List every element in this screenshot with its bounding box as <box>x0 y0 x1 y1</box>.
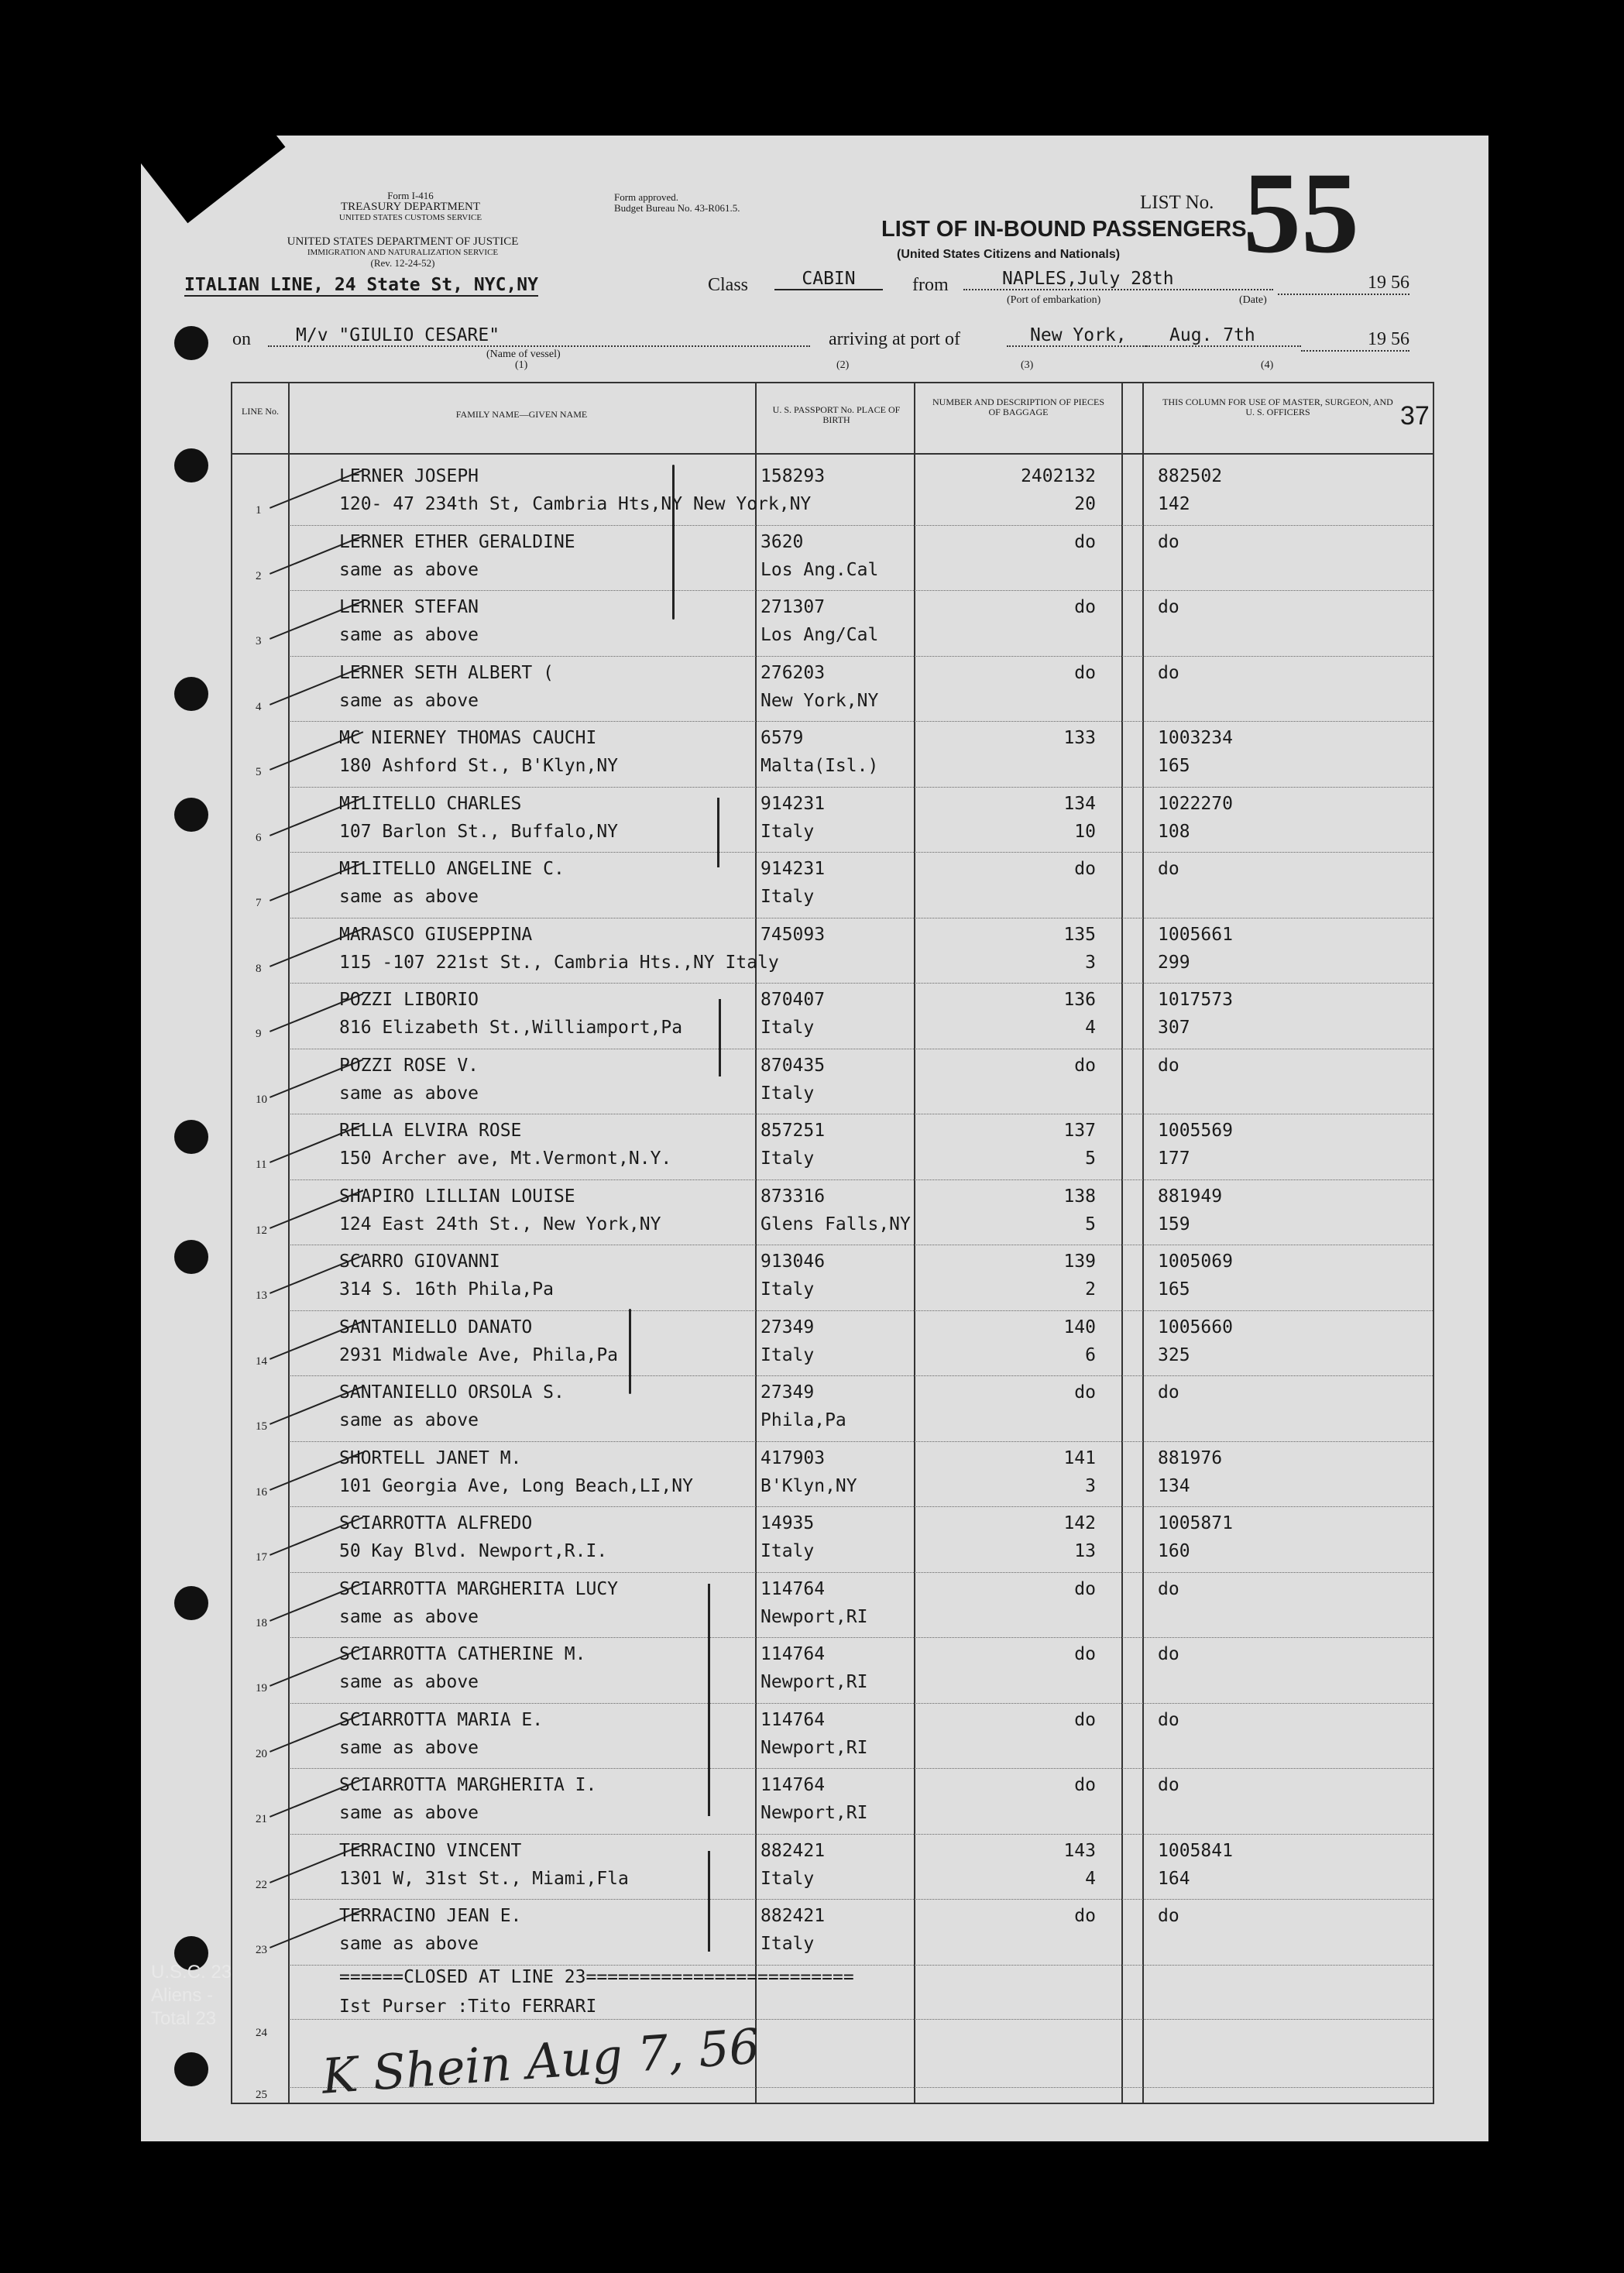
table-row <box>232 1115 1433 1181</box>
passenger-address: same as above <box>339 1606 479 1627</box>
place-of-birth: Italy <box>760 1279 815 1300</box>
embarkation-value: NAPLES,July 28th <box>963 269 1273 290</box>
line-number-25: 25 <box>256 2089 267 2101</box>
baggage-number: do <box>1074 1382 1096 1403</box>
baggage-number: 133 <box>1063 728 1096 748</box>
place-of-birth: Italy <box>760 821 815 842</box>
aliens-count: Aliens - <box>151 1985 214 2006</box>
line-number: 9 <box>256 1028 262 1040</box>
punch-hole <box>174 1240 208 1274</box>
table-row <box>232 658 1433 723</box>
passenger-table <box>231 382 1434 2104</box>
row-rule <box>290 525 1433 526</box>
officer-number: 1005660 <box>1158 1317 1233 1337</box>
passport-number: 745093 <box>760 924 826 945</box>
col-header-line: LINE No. <box>242 406 279 417</box>
pen-bracket <box>708 1584 710 1816</box>
baggage-pieces: 20 <box>1074 494 1096 514</box>
row-rule <box>290 787 1433 788</box>
officer-number: 1005871 <box>1158 1513 1233 1533</box>
table-row <box>232 984 1433 1050</box>
embarkation-caption: (Port of embarkation) <box>1007 294 1101 306</box>
line-number: 15 <box>256 1420 267 1433</box>
col-header-officers: THIS COLUMN FOR USE OF MASTER, SURGEON, AND U. S. OFFICERS <box>1162 397 1393 417</box>
line-number: 3 <box>256 635 262 647</box>
baggage-number: 135 <box>1063 924 1096 945</box>
line-number: 13 <box>256 1289 267 1302</box>
row-rule <box>290 1637 1433 1638</box>
officer-number: do <box>1158 1382 1179 1403</box>
passport-number: 914231 <box>760 793 826 814</box>
passenger-address: same as above <box>339 559 479 580</box>
passenger-name: SHORTELL JANET M. <box>339 1447 522 1468</box>
line-number: 18 <box>256 1616 267 1629</box>
baggage-number: do <box>1074 1055 1096 1076</box>
place-of-birth: Italy <box>760 1149 815 1169</box>
baggage-number: do <box>1074 1775 1096 1795</box>
baggage-pieces: 4 <box>1085 1868 1096 1889</box>
row-rule <box>290 1834 1433 1835</box>
page-title: LIST OF IN-BOUND PASSENGERS <box>881 217 1247 242</box>
place-of-birth: Italy <box>760 1868 815 1889</box>
page-number: 37 <box>1400 401 1430 431</box>
col-header-name: FAMILY NAME—GIVEN NAME <box>455 409 588 420</box>
punch-hole <box>174 326 208 360</box>
punch-hole <box>174 798 208 832</box>
margin-notes <box>151 1961 232 2031</box>
officer-number: 1022270 <box>1158 793 1233 814</box>
place-of-birth: Los Ang/Cal <box>760 625 879 645</box>
officer-code: 307 <box>1158 1018 1190 1038</box>
col-header-passport: U. S. PASSPORT No. PLACE OF BIRTH <box>772 404 901 425</box>
table-row <box>232 1508 1433 1574</box>
baggage-pieces: 6 <box>1085 1344 1096 1365</box>
officer-number: do <box>1158 1644 1179 1664</box>
passport-number: 3620 <box>760 531 804 552</box>
line-number: 16 <box>256 1485 267 1499</box>
passenger-name: SCIARROTTA MARGHERITA I. <box>339 1775 597 1795</box>
officer-number: do <box>1158 1906 1179 1926</box>
passenger-name: POZZI ROSE V. <box>339 1055 479 1076</box>
passenger-address: 314 S. 16th Phila,Pa <box>339 1279 554 1300</box>
year-2: 19 56 <box>1301 329 1409 352</box>
passenger-name: SCIARROTTA CATHERINE M. <box>339 1644 586 1664</box>
baggage-number: 138 <box>1063 1186 1096 1207</box>
row-rule <box>290 590 1433 591</box>
passport-number: 27349 <box>760 1382 815 1403</box>
passenger-address: same as above <box>339 1672 479 1692</box>
passport-number: 158293 <box>760 466 826 486</box>
passenger-name: SCIARROTTA MARIA E. <box>339 1709 544 1730</box>
place-of-birth: Glens Falls,NY <box>760 1214 911 1234</box>
baggage-number: 137 <box>1063 1121 1096 1141</box>
officer-number: 881949 <box>1158 1186 1223 1207</box>
table-row <box>232 723 1433 788</box>
from-label: from <box>912 275 949 295</box>
passport-number: 870407 <box>760 990 826 1010</box>
baggage-pieces: 10 <box>1074 821 1096 842</box>
table-row <box>232 1377 1433 1443</box>
baggage-number: do <box>1074 1709 1096 1730</box>
passenger-name: MARASCO GIUSEPPINA <box>339 924 533 945</box>
passenger-address: same as above <box>339 887 479 907</box>
officer-number: 1017573 <box>1158 990 1233 1010</box>
place-of-birth: Newport,RI <box>760 1737 868 1758</box>
baggage-number: do <box>1074 662 1096 683</box>
page-subtitle: (United States Citizens and Nationals) <box>897 248 1121 261</box>
table-row <box>232 1639 1433 1705</box>
row-rule <box>290 721 1433 722</box>
list-no-label: LIST No. <box>1140 192 1214 213</box>
baggage-number: 143 <box>1063 1840 1096 1861</box>
usc-count: U.S.C. 23 <box>151 1962 232 1983</box>
line-number: 10 <box>256 1093 267 1106</box>
arrival-port: New York, <box>1007 325 1146 347</box>
passenger-address: same as above <box>339 1410 479 1430</box>
passenger-address: 180 Ashford St., B'Klyn,NY <box>339 756 619 776</box>
passport-number: 114764 <box>760 1578 826 1599</box>
officer-code: 325 <box>1158 1344 1190 1365</box>
officer-number: do <box>1158 597 1179 617</box>
table-row <box>232 527 1433 592</box>
line-number: 22 <box>256 1878 267 1891</box>
passenger-name: SCARRO GIOVANNI <box>339 1252 500 1272</box>
passenger-address: same as above <box>339 1803 479 1823</box>
place-of-birth: Newport,RI <box>760 1606 868 1627</box>
officer-number: do <box>1158 1775 1179 1795</box>
pen-bracket <box>719 999 721 1076</box>
punch-hole <box>174 677 208 711</box>
line-number: 7 <box>256 897 262 909</box>
passport-number: 914231 <box>760 859 826 879</box>
justice-dept: UNITED STATES DEPARTMENT OF JUSTICE <box>287 235 519 248</box>
list-number: 55 <box>1243 149 1359 277</box>
passenger-name: MILITELLO CHARLES <box>339 793 522 814</box>
table-row <box>232 1900 1433 1966</box>
baggage-number: do <box>1074 531 1096 552</box>
purser-line: Ist Purser :Tito FERRARI <box>339 1997 597 2017</box>
pen-bracket <box>717 798 719 867</box>
table-row <box>232 1574 1433 1640</box>
passenger-name: SHAPIRO LILLIAN LOUISE <box>339 1186 575 1207</box>
caption-2: (2) <box>836 359 850 371</box>
pen-bracket <box>708 1851 710 1952</box>
officer-number: 1005841 <box>1158 1840 1233 1861</box>
baggage-number: 134 <box>1063 793 1096 814</box>
baggage-number: do <box>1074 597 1096 617</box>
baggage-pieces: 5 <box>1085 1214 1096 1234</box>
place-of-birth: Italy <box>760 1934 815 1954</box>
passenger-address: 816 Elizabeth St.,Williamport,Pa <box>339 1018 683 1038</box>
passenger-name: LERNER SETH ALBERT ( <box>339 662 554 683</box>
officer-code: 108 <box>1158 821 1190 842</box>
baggage-pieces: 4 <box>1085 1018 1096 1038</box>
passport-number: 14935 <box>760 1513 815 1533</box>
baggage-pieces: 3 <box>1085 952 1096 973</box>
row-rule <box>290 2019 1433 2020</box>
baggage-number: do <box>1074 1578 1096 1599</box>
closed-at-line: ======CLOSED AT LINE 23========================= <box>339 1967 854 1987</box>
line-number: 14 <box>256 1355 267 1368</box>
line-number: 19 <box>256 1682 267 1694</box>
officer-code: 177 <box>1158 1149 1190 1169</box>
baggage-number: 142 <box>1063 1513 1096 1533</box>
officer-number: 882502 <box>1158 466 1223 486</box>
date-caption: (Date) <box>1239 294 1267 306</box>
row-rule <box>290 1441 1433 1442</box>
passenger-address: 1301 W, 31st St., Miami,Fla <box>339 1868 629 1889</box>
table-row <box>232 1246 1433 1312</box>
place-of-birth: Italy <box>760 1018 815 1038</box>
passport-number: 417903 <box>760 1447 826 1468</box>
punch-hole <box>174 2052 208 2086</box>
officer-number: 1005569 <box>1158 1121 1233 1141</box>
table-row <box>232 853 1433 919</box>
on-label: on <box>232 329 251 349</box>
place-of-birth: Los Ang.Cal <box>760 559 879 580</box>
officer-number: do <box>1158 531 1179 552</box>
line-number: 21 <box>256 1813 267 1825</box>
officer-number: do <box>1158 859 1179 879</box>
passenger-name: MILITELLO ANGELINE C. <box>339 859 565 879</box>
form-approval <box>614 192 740 214</box>
arrival-date: Aug. 7th <box>1146 325 1301 347</box>
passenger-name: SANTANIELLO ORSOLA S. <box>339 1382 565 1403</box>
row-rule <box>290 656 1433 657</box>
passenger-address: 50 Kay Blvd. Newport,R.I. <box>339 1541 608 1561</box>
officer-number: do <box>1158 1709 1179 1730</box>
place-of-birth: Italy <box>760 887 815 907</box>
passenger-name: MC NIERNEY THOMAS CAUCHI <box>339 728 597 748</box>
place-of-birth: Newport,RI <box>760 1672 868 1692</box>
passenger-address: same as above <box>339 625 479 645</box>
passenger-address: 107 Barlon St., Buffalo,NY <box>339 821 619 842</box>
col-header-baggage: NUMBER AND DESCRIPTION OF PIECES OF BAGGAGE <box>932 397 1105 417</box>
vessel-name: M/v "GIULIO CESARE" <box>268 325 810 347</box>
row-rule <box>290 1703 1433 1704</box>
total-count: Total 23 <box>151 2008 217 2029</box>
passenger-name: LERNER JOSEPH <box>339 466 479 486</box>
row-rule <box>290 983 1433 984</box>
year-1: 19 56 <box>1278 273 1409 295</box>
ins-service: IMMIGRATION AND NATURALIZATION SERVICE <box>307 248 499 257</box>
passenger-name: LERNER ETHER GERALDINE <box>339 531 575 552</box>
arriving-label: arriving at port of <box>829 329 960 349</box>
line-number: 8 <box>256 962 262 975</box>
passenger-name: TERRACINO JEAN E. <box>339 1906 522 1926</box>
officer-code: 299 <box>1158 952 1190 973</box>
revision: (Rev. 12-24-52) <box>370 257 435 269</box>
place-of-birth: B'Klyn,NY <box>760 1475 857 1496</box>
class-label: Class <box>708 275 749 295</box>
table-row <box>232 592 1433 658</box>
table-row <box>232 1770 1433 1835</box>
officer-signature: K Shein Aug 7, 56 <box>320 2017 762 2105</box>
officer-number: 1003234 <box>1158 728 1233 748</box>
passenger-address: 115 -107 221st St., Cambria Hts.,NY Italy <box>339 952 779 973</box>
passport-number: 114764 <box>760 1644 826 1664</box>
passport-number: 114764 <box>760 1709 826 1730</box>
passenger-address: same as above <box>339 1737 479 1758</box>
place-of-birth: Italy <box>760 1541 815 1561</box>
row-rule <box>290 1310 1433 1311</box>
row-rule <box>290 1179 1433 1180</box>
baggage-pieces: 5 <box>1085 1149 1096 1169</box>
baggage-number: 136 <box>1063 990 1096 1010</box>
passenger-name: SANTANIELLO DANATO <box>339 1317 533 1337</box>
officer-code: 165 <box>1158 1279 1190 1300</box>
passport-number: 870435 <box>760 1055 826 1076</box>
pen-bracket <box>629 1309 631 1394</box>
passenger-name: SCIARROTTA ALFREDO <box>339 1513 533 1533</box>
baggage-number: 2402132 <box>1021 466 1096 486</box>
table-row <box>232 1181 1433 1247</box>
row-rule <box>290 1375 1433 1376</box>
baggage-pieces: 2 <box>1085 1279 1096 1300</box>
passport-number: 873316 <box>760 1186 826 1207</box>
officer-code: 134 <box>1158 1475 1190 1496</box>
officer-number: do <box>1158 1055 1179 1076</box>
passenger-address: 2931 Midwale Ave, Phila,Pa <box>339 1344 619 1365</box>
punch-hole <box>174 1120 208 1154</box>
passport-number: 6579 <box>760 728 804 748</box>
form-number: Form I-416 <box>387 190 434 201</box>
shipping-line: ITALIAN LINE, 24 State St, NYC,NY <box>184 275 538 295</box>
budget-bureau: Budget Bureau No. 43-R061.5. <box>614 202 740 214</box>
place-of-birth: New York,NY <box>760 690 879 711</box>
table-row <box>232 461 1433 527</box>
passenger-address: 124 East 24th St., New York,NY <box>339 1214 661 1234</box>
customs-service: UNITED STATES CUSTOMS SERVICE <box>338 213 482 222</box>
baggage-number: 139 <box>1063 1252 1096 1272</box>
passenger-name: TERRACINO VINCENT <box>339 1840 522 1861</box>
line-number: 11 <box>256 1159 267 1171</box>
row-rule <box>290 1506 1433 1507</box>
row-rule <box>290 1572 1433 1573</box>
passenger-name: POZZI LIBORIO <box>339 990 479 1010</box>
treasury-dept: TREASURY DEPARTMENT <box>340 201 481 213</box>
officer-code: 142 <box>1158 494 1190 514</box>
officer-code: 159 <box>1158 1214 1190 1234</box>
table-row <box>232 788 1433 854</box>
place-of-birth: Italy <box>760 1083 815 1104</box>
passport-number: 882421 <box>760 1906 826 1926</box>
passport-number: 271307 <box>760 597 826 617</box>
justice-header <box>225 236 581 269</box>
passenger-address: same as above <box>339 1083 479 1104</box>
passport-number: 27349 <box>760 1317 815 1337</box>
passenger-name: LERNER STEFAN <box>339 597 479 617</box>
place-of-birth: Newport,RI <box>760 1803 868 1823</box>
place-of-birth: Malta(Isl.) <box>760 756 879 776</box>
line-number: 6 <box>256 831 262 844</box>
baggage-number: do <box>1074 1906 1096 1926</box>
table-row <box>232 1050 1433 1116</box>
place-of-birth: Italy <box>760 1344 815 1365</box>
line-number: 1 <box>256 504 262 517</box>
form-header <box>256 191 565 223</box>
baggage-number: do <box>1074 1644 1096 1664</box>
table-row <box>232 1835 1433 1901</box>
caption-3: (3) <box>1021 359 1034 371</box>
table-row <box>232 1312 1433 1378</box>
passenger-address: 120- 47 234th St, Cambria Hts,NY New York,NY <box>339 494 812 514</box>
line-number-24: 24 <box>256 2027 267 2039</box>
passport-number: 882421 <box>760 1840 826 1861</box>
table-row <box>232 919 1433 985</box>
passenger-name: RELLA ELVIRA ROSE <box>339 1121 522 1141</box>
passenger-address: 101 Georgia Ave, Long Beach,LI,NY <box>339 1475 693 1496</box>
table-row <box>232 1443 1433 1509</box>
officer-number: 1005661 <box>1158 924 1233 945</box>
officer-number: 1005069 <box>1158 1252 1233 1272</box>
officer-number: do <box>1158 662 1179 683</box>
officer-code: 165 <box>1158 756 1190 776</box>
pen-bracket <box>672 465 675 620</box>
passport-number: 276203 <box>760 662 826 683</box>
baggage-pieces: 3 <box>1085 1475 1096 1496</box>
row-rule <box>290 1768 1433 1769</box>
vessel-caption: (Name of vessel) <box>486 349 561 360</box>
baggage-number: 140 <box>1063 1317 1096 1337</box>
line-number: 17 <box>256 1551 267 1564</box>
officer-code: 164 <box>1158 1868 1190 1889</box>
row-rule <box>290 852 1433 853</box>
passenger-name: SCIARROTTA MARGHERITA LUCY <box>339 1578 619 1599</box>
baggage-number: 141 <box>1063 1447 1096 1468</box>
passenger-address: same as above <box>339 690 479 711</box>
header-rule <box>232 453 1433 455</box>
line-number: 12 <box>256 1224 267 1237</box>
line-number: 4 <box>256 700 262 713</box>
passenger-address: 150 Archer ave, Mt.Vermont,N.Y. <box>339 1149 672 1169</box>
baggage-pieces: 13 <box>1074 1541 1096 1561</box>
class-value: CABIN <box>774 269 883 290</box>
place-of-birth: Phila,Pa <box>760 1410 846 1430</box>
officer-number: do <box>1158 1578 1179 1599</box>
row-rule <box>290 1899 1433 1900</box>
line-number: 23 <box>256 1944 267 1956</box>
baggage-number: do <box>1074 859 1096 879</box>
form-approved: Form approved. <box>614 191 679 203</box>
officer-code: 160 <box>1158 1541 1190 1561</box>
punch-hole <box>174 1586 208 1620</box>
line-number: 5 <box>256 766 262 778</box>
table-row <box>232 1705 1433 1770</box>
caption-1: (1) <box>515 359 528 371</box>
passport-number: 857251 <box>760 1121 826 1141</box>
caption-4: (4) <box>1261 359 1274 371</box>
line-number: 20 <box>256 1747 267 1760</box>
officer-number: 881976 <box>1158 1447 1223 1468</box>
line-number: 2 <box>256 569 262 582</box>
passport-number: 913046 <box>760 1252 826 1272</box>
punch-hole <box>174 448 208 482</box>
passenger-address: same as above <box>339 1934 479 1954</box>
passport-number: 114764 <box>760 1775 826 1795</box>
